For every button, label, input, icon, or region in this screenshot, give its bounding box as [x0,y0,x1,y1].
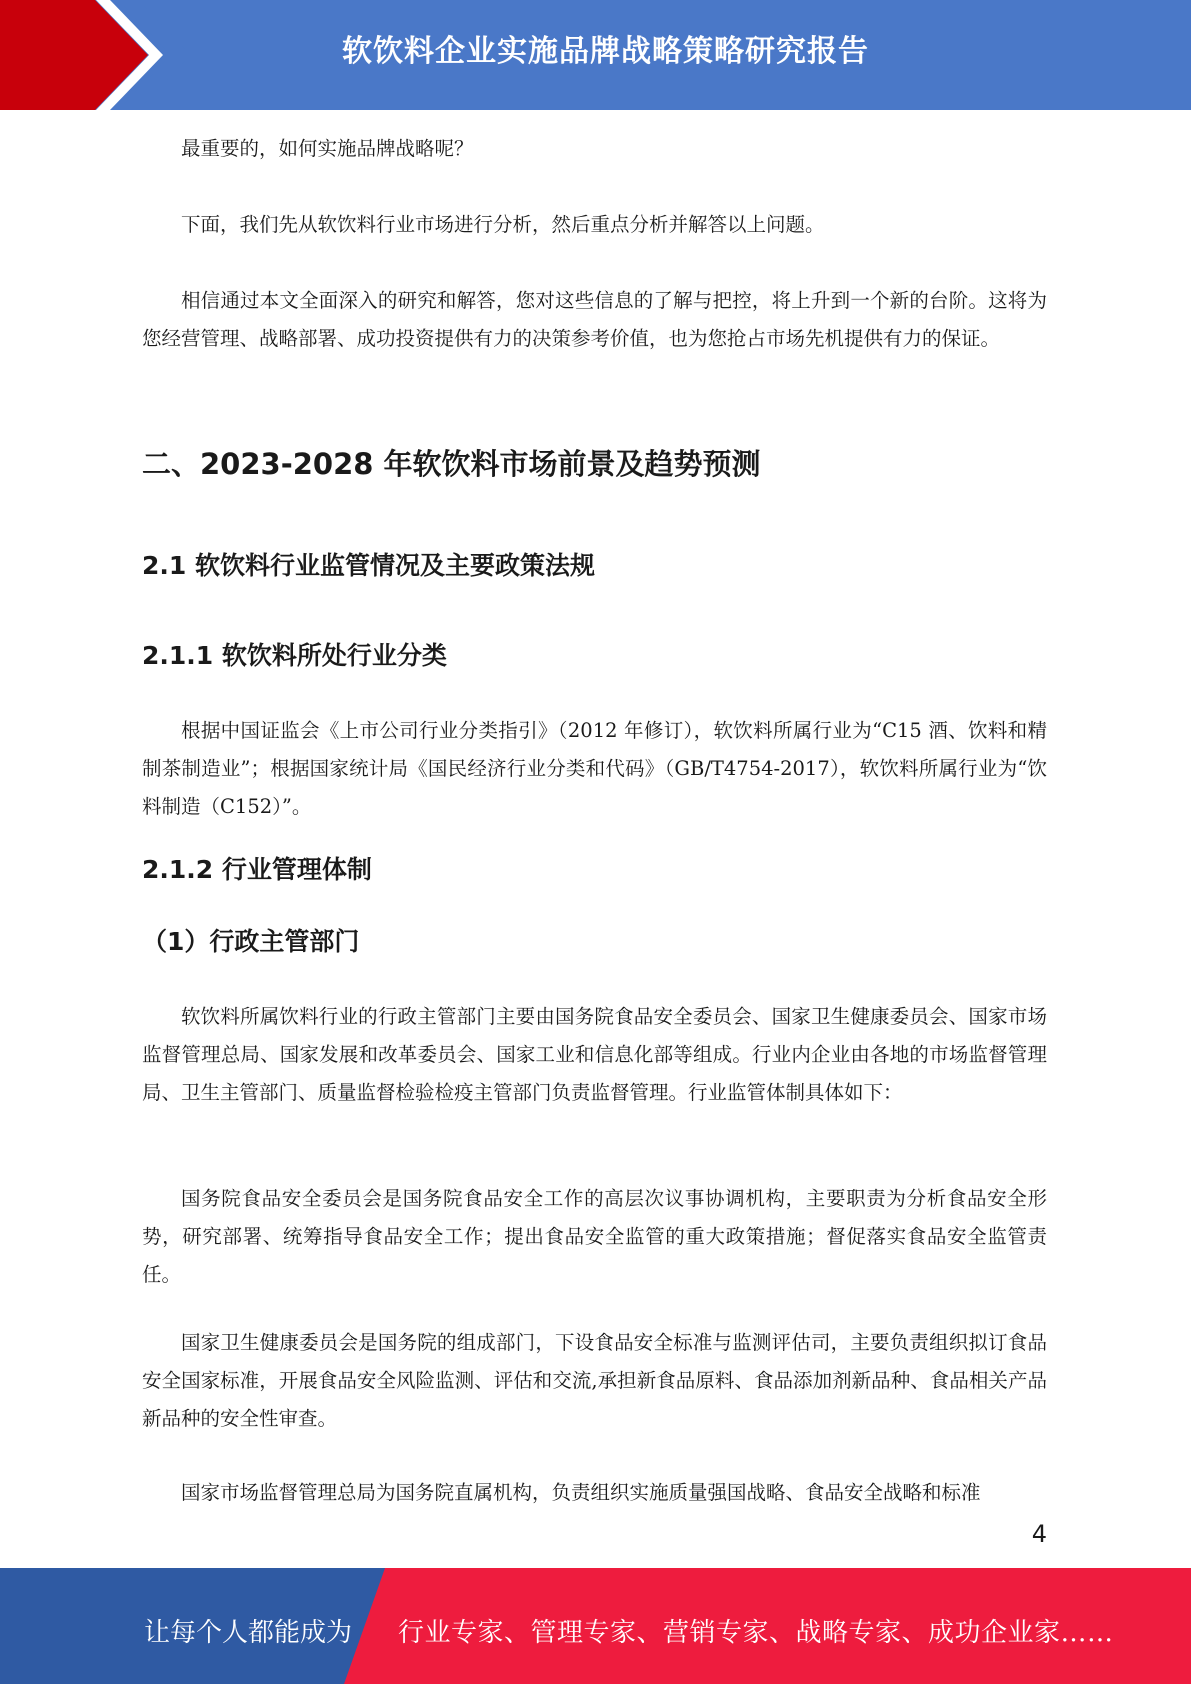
page-footer [0,1568,1191,1684]
paragraph: 根据中国证监会《上市公司行业分类指引》（2012 年修订），软饮料所属行业为“C15 酒、饮料和精制茶制造业”；根据国家统计局《国民经济行业分类和代码》（GB/T4754-2017），软饮料所属行业为“饮料制造（C152）”。 [142,719,1047,818]
footer-slogan-left: 让每个人都能成为 [144,1618,353,1648]
page-number: 4 [1031,1520,1047,1548]
report-title: 软饮料企业实施品牌战略策略研究报告 [342,34,869,69]
paragraph: 最重要的，如何实施品牌战略呢？ [181,137,474,160]
section-heading: 二、2023-2028 年软饮料市场前景及趋势预测 [142,447,761,481]
sub-heading: （1）行政主管部门 [142,927,360,956]
subsection-heading: 2.1.1 软饮料所处行业分类 [142,641,447,670]
paragraph: 相信通过本文全面深入的研究和解答，您对这些信息的了解与把控，将上升到一个新的台阶。这将为您经营管理、战略部署、成功投资提供有力的决策参考价值，也为您抢占市场先机提供有力的保证。 [142,289,1047,350]
paragraph: 国务院食品安全委员会是国务院食品安全工作的高层次议事协调机构，主要职责为分析食品安全形势，研究部署、统筹指导食品安全工作；提出食品安全监管的重大政策措施；督促落实食品安全监管责任。 [142,1187,1047,1286]
subsection-heading: 2.1 软饮料行业监管情况及主要政策法规 [142,551,595,580]
paragraph: 国家卫生健康委员会是国务院的组成部门，下设食品安全标准与监测评估司，主要负责组织拟订食品安全国家标准，开展食品安全风险监测、评估和交流,承担新食品原料、食品添加剂新品种、食品相关产品新品种的安全性审查。 [142,1331,1047,1430]
page-header [0,0,1191,110]
subsection-heading: 2.1.2 行业管理体制 [142,855,372,884]
footer-slogan-right: 行业专家、管理专家、营销专家、战略专家、成功企业家…… [398,1618,1114,1648]
paragraph: 软饮料所属饮料行业的行政主管部门主要由国务院食品安全委员会、国家卫生健康委员会、国家市场监督管理总局、国家发展和改革委员会、国家工业和信息化部等组成。行业内企业由各地的市场监督管理局、卫生主管部门、质量监督检验检疫主管部门负责监督管理。行业监管体制具体如下： [142,1005,1047,1104]
paragraph: 国家市场监督管理总局为国务院直属机构，负责组织实施质量强国战略、食品安全战略和标准 [181,1481,981,1504]
paragraph: 下面，我们先从软饮料行业市场进行分析，然后重点分析并解答以上问题。 [181,213,825,236]
